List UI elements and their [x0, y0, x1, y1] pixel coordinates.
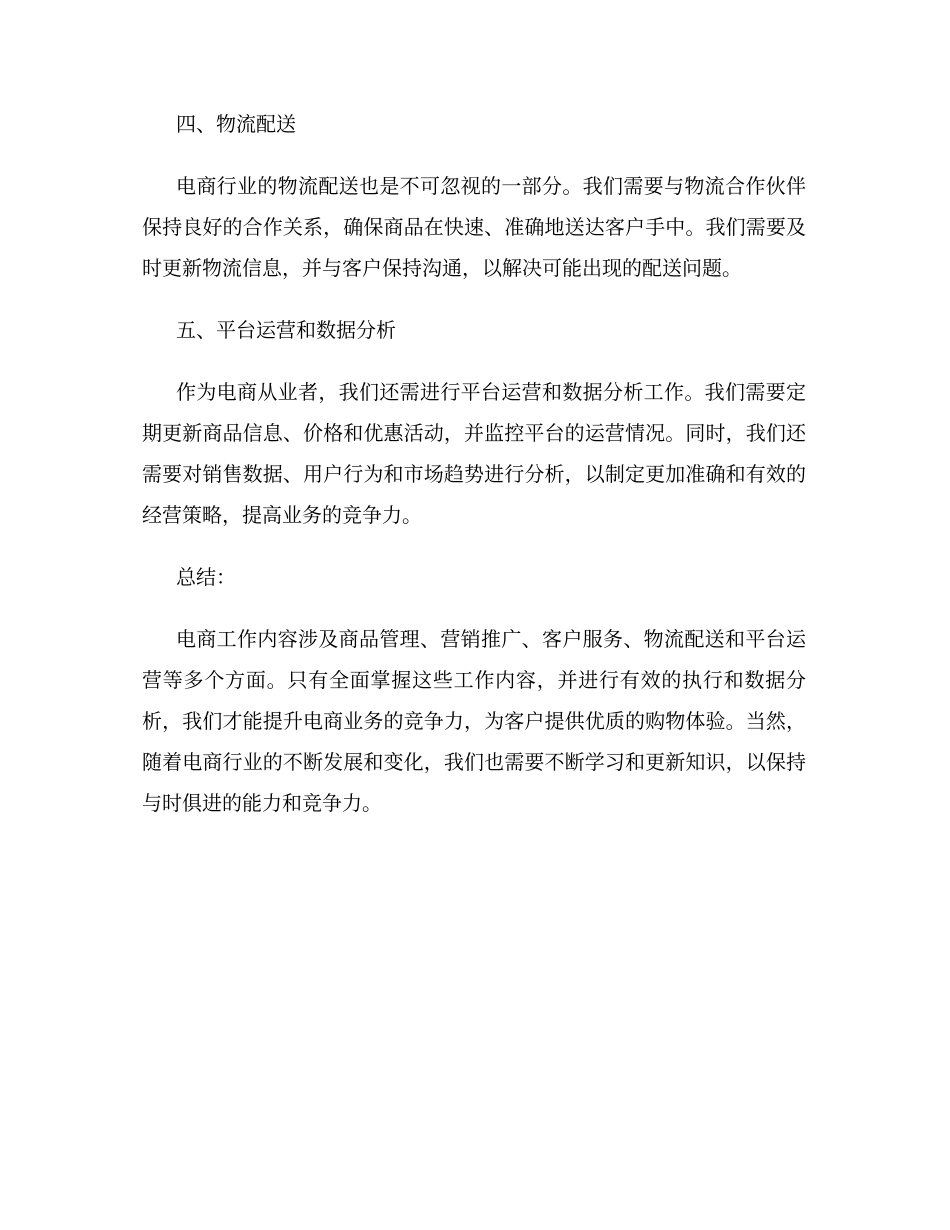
section-heading-logistics: 四、物流配送	[176, 112, 296, 136]
paragraph-operations: 作为电商从业者，我们还需进行平台运营和数据分析工作。我们需要定期更新商品信息、价格和优惠活动，并监控平台的运营情况。同时，我们还需要对销售数据、用户行为和市场趋势进行分析，以制定更加准确和有效的经营策略，提高业务的竞争力。	[142, 380, 806, 527]
document-body	[142, 104, 806, 845]
paragraph-summary: 电商工作内容涉及商品管理、营销推广、客户服务、物流配送和平台运营等多个方面。只有全面掌握这些工作内容，并进行有效的执行和数据分析，我们才能提升电商业务的竞争力，为客户提供优质的购物体验。当然，随着电商行业的不断发展和变化，我们也需要不断学习和更新知识，以保持与时俱进的能力和竞争力。	[142, 627, 806, 815]
paragraph-logistics: 电商行业的物流配送也是不可忽视的一部分。我们需要与物流合作伙伴保持良好的合作关系，确保商品在快速、准确地送达客户手中。我们需要及时更新物流信息，并与客户保持沟通，以解决可能出现的配送问题。	[142, 174, 806, 280]
section-heading-summary: 总结：	[176, 565, 236, 589]
section-heading-operations: 五、平台运营和数据分析	[176, 318, 396, 342]
